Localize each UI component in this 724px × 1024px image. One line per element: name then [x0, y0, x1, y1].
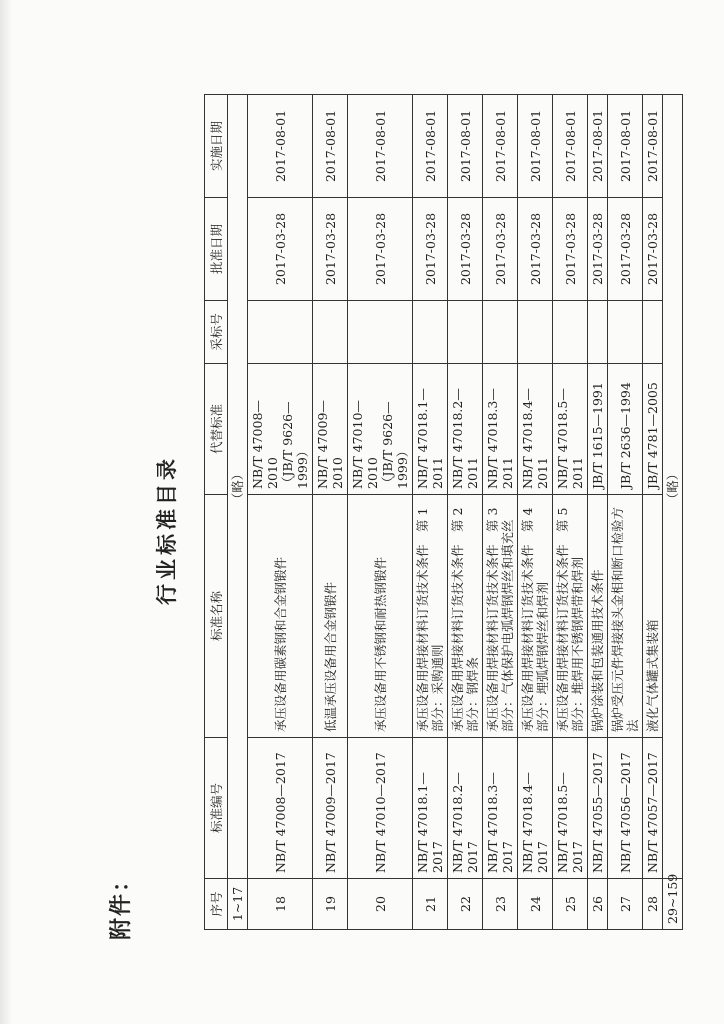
- cell-adopted: [448, 301, 483, 364]
- cell-name: 低温承压设备用合金钢锻件: [313, 495, 348, 738]
- cell-adopted: [643, 301, 663, 364]
- cell-code: NB/T 47010—2017: [348, 738, 413, 879]
- cell-implementation-date: 2017-08-01: [518, 95, 553, 198]
- cell-replaced: [313, 364, 348, 495]
- cell-seq: 19: [313, 879, 348, 930]
- scan-edge: [0, 0, 12, 1024]
- cell-replaced: [448, 364, 483, 495]
- cell-replaced: [518, 364, 553, 495]
- table-row: [313, 95, 348, 930]
- table-row-omitted: [228, 95, 248, 930]
- table-row: [553, 95, 588, 930]
- cell-implementation-date: 2017-08-01: [248, 95, 313, 198]
- cell-seq: 27: [608, 879, 643, 930]
- cell-adopted: [313, 301, 348, 364]
- replaced-standard: NB/T 47018.1—2011: [415, 388, 445, 489]
- cell-implementation-date: 2017-08-01: [483, 95, 518, 198]
- cell-approval-date: 2017-03-28: [518, 198, 553, 301]
- table-row-omitted: [663, 95, 683, 930]
- replaced-standard: NB/T 47018.4—2011: [520, 388, 550, 489]
- replaced-standard: JB/T 1615—1991: [590, 382, 605, 489]
- cell-replaced: [588, 364, 608, 495]
- table-row: [413, 95, 448, 930]
- cell-code: NB/T 47018.2—2017: [448, 738, 483, 879]
- table-row: [643, 95, 663, 930]
- cell-seq: 25: [553, 879, 588, 930]
- cell-approval-date: 2017-03-28: [248, 198, 313, 301]
- cell-seq: 24: [518, 879, 553, 930]
- cell-name: 承压设备用不锈钢和耐热钢锻件: [348, 495, 413, 738]
- cell-code: NB/T 47018.3—2017: [483, 738, 518, 879]
- cell-code: NB/T 47008—2017: [248, 738, 313, 879]
- header-seq: 序号: [205, 879, 228, 930]
- cell-approval-date: 2017-03-28: [483, 198, 518, 301]
- cell-adopted: [483, 301, 518, 364]
- header-name: 标准名称: [205, 495, 228, 738]
- cell-replaced: [643, 364, 663, 495]
- cell-seq: 1~17: [228, 879, 248, 930]
- replaced-standard: NB/T 47018.2—2011: [450, 388, 480, 489]
- replaced-standard: NB/T 47010—2010: [350, 400, 380, 489]
- attachment-label: 附件：: [109, 867, 134, 940]
- replaced-standard: JB/T 2636—1994: [617, 382, 633, 489]
- cell-name: 承压设备用焊接材料订货技术条件 第 4 部分：埋弧焊钢焊丝和焊剂: [518, 495, 553, 738]
- table-row: [588, 95, 608, 930]
- cell-implementation-date: 2017-08-01: [348, 95, 413, 198]
- table-body: [228, 95, 683, 930]
- cell-seq: 22: [448, 879, 483, 930]
- cell-replaced: [553, 364, 588, 495]
- cell-adopted: [248, 301, 313, 364]
- table-row: [248, 95, 313, 930]
- cell-name: 承压设备用焊接材料订货技术条件 第 2 部分：钢焊条: [448, 495, 483, 738]
- cell-approval-date: 2017-03-28: [588, 198, 608, 301]
- replaced-standard: NB/T 47009—2010: [315, 400, 345, 489]
- replaced-standard: NB/T 47018.5—2011: [555, 388, 585, 489]
- standards-table: [204, 94, 683, 930]
- table-row: [483, 95, 518, 930]
- cell-adopted: [608, 301, 643, 364]
- cell-implementation-date: 2017-08-01: [313, 95, 348, 198]
- cell-seq: 21: [413, 879, 448, 930]
- cell-code: NB/T 47018.1—2017: [413, 738, 448, 879]
- cell-seq: 20: [348, 879, 413, 930]
- cell-approval-date: 2017-03-28: [553, 198, 588, 301]
- cell-implementation-date: 2017-08-01: [608, 95, 643, 198]
- cell-approval-date: 2017-03-28: [413, 198, 448, 301]
- cell-implementation-date: 2017-08-01: [448, 95, 483, 198]
- cell-seq: 29~159: [663, 879, 683, 930]
- replaced-standard: NB/T 47008—2010: [250, 400, 280, 489]
- cell-replaced: [608, 364, 643, 495]
- cell-adopted: [413, 301, 448, 364]
- cell-name: 承压设备用碳素钢和合金钢锻件: [248, 495, 313, 738]
- header-code: 标准编号: [205, 738, 228, 879]
- cell-name: 锅炉受压元件焊接接头金相和断口检验方法: [608, 495, 643, 738]
- cell-name: 液化气体罐式集装箱: [643, 495, 663, 738]
- rotated-content: [96, 100, 680, 960]
- cell-approval-date: 2017-03-28: [448, 198, 483, 301]
- cell-adopted: [553, 301, 588, 364]
- replaced-standard: JB/T 4781—2005: [645, 382, 660, 489]
- header-approval-date: 批准日期: [205, 198, 228, 301]
- cell-omitted: （略）: [663, 95, 683, 879]
- cell-implementation-date: 2017-08-01: [643, 95, 663, 198]
- cell-adopted: [588, 301, 608, 364]
- cell-approval-date: 2017-03-28: [608, 198, 643, 301]
- cell-code: NB/T 47018.4—2017: [518, 738, 553, 879]
- cell-seq: 26: [588, 879, 608, 930]
- table-row: [348, 95, 413, 930]
- cell-code: NB/T 47055—2017: [588, 738, 608, 879]
- cell-replaced: [413, 364, 448, 495]
- cell-replaced: [248, 364, 313, 495]
- replaced-standard: （JB/T 9626—1999）: [280, 401, 310, 489]
- header-adopted: 采标号: [205, 301, 228, 364]
- page-title: 行业标准目录: [155, 455, 179, 605]
- cell-approval-date: 2017-03-28: [643, 198, 663, 301]
- cell-approval-date: 2017-03-28: [348, 198, 413, 301]
- cell-code: NB/T 47056—2017: [608, 738, 643, 879]
- cell-implementation-date: 2017-08-01: [413, 95, 448, 198]
- cell-code: NB/T 47057—2017: [643, 738, 663, 879]
- table-row: [448, 95, 483, 930]
- table-row: [608, 95, 643, 930]
- cell-name: 承压设备用焊接材料订货技术条件 第 1 部分：采购通则: [413, 495, 448, 738]
- table-header-row: [205, 95, 228, 930]
- header-implementation-date: 实施日期: [205, 95, 228, 198]
- replaced-standard: （JB/T 9626—1999）: [380, 401, 410, 489]
- cell-approval-date: 2017-03-28: [313, 198, 348, 301]
- cell-implementation-date: 2017-08-01: [588, 95, 608, 198]
- cell-adopted: [518, 301, 553, 364]
- cell-implementation-date: 2017-08-01: [553, 95, 588, 198]
- replaced-standard: NB/T 47018.3—2011: [485, 388, 515, 489]
- cell-name: 承压设备用焊接材料订货技术条件 第 5 部分：堆焊用不锈钢焊带和焊剂: [553, 495, 588, 738]
- cell-replaced: [483, 364, 518, 495]
- table-row: [518, 95, 553, 930]
- cell-code: NB/T 47009—2017: [313, 738, 348, 879]
- cell-name: 承压设备用焊接材料订货技术条件 第 3 部分：气体保护电弧焊钢焊丝和填充丝: [483, 495, 518, 738]
- cell-seq: 18: [248, 879, 313, 930]
- cell-seq: 28: [643, 879, 663, 930]
- cell-adopted: [348, 301, 413, 364]
- cell-code: NB/T 47018.5—2017: [553, 738, 588, 879]
- header-replaced: 代替标准: [205, 364, 228, 495]
- cell-name: 锅炉涂装和包装通用技术条件: [588, 495, 608, 738]
- cell-omitted: （略）: [228, 95, 248, 879]
- cell-seq: 23: [483, 879, 518, 930]
- cell-replaced: [348, 364, 413, 495]
